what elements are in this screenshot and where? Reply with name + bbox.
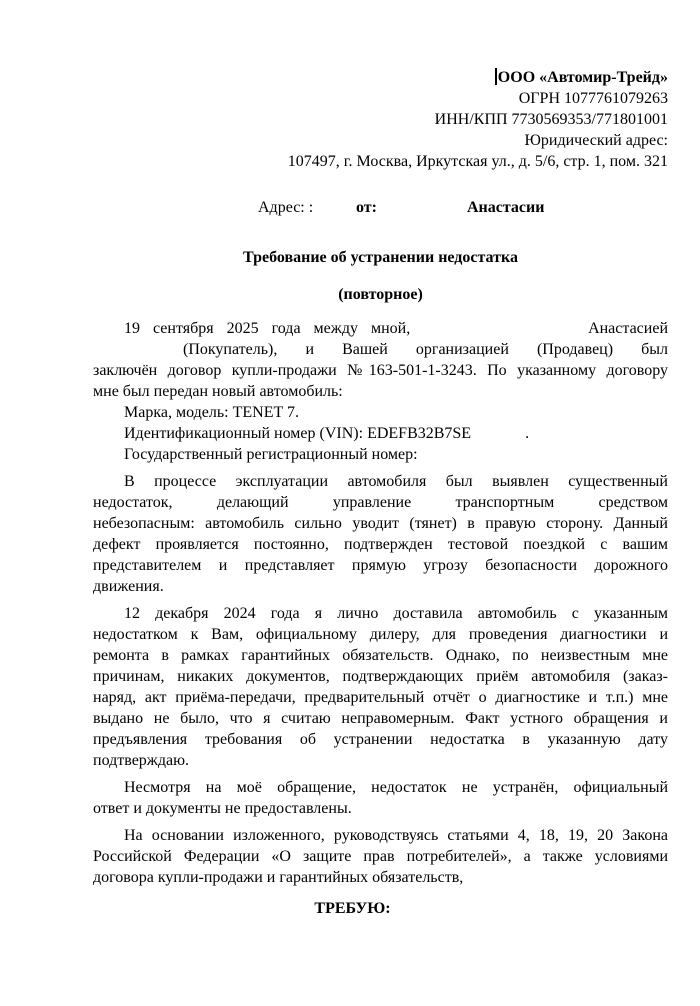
text-line: договора купли-продажи и гарантийных обязательств, bbox=[93, 869, 464, 886]
text-line bbox=[93, 423, 668, 444]
body-paragraph bbox=[93, 471, 668, 597]
text-line: Государственный регистрационный номер: bbox=[124, 446, 418, 463]
text-line: На основании изложенного, руководствуясь статьями 4, 18, 19, 20 Закона bbox=[124, 827, 668, 844]
inn-kpp-line: ИНН/КПП 7730569353/771801001 bbox=[434, 111, 668, 128]
text-cursor bbox=[495, 68, 497, 85]
document-body bbox=[93, 318, 668, 888]
text-line: недостаток, делающий управление транспортным средством bbox=[93, 494, 668, 511]
document-title: Требование об устранении недостатка bbox=[243, 249, 518, 266]
text-line: подтверждаю. bbox=[93, 752, 190, 769]
text-line: наряд, акт приёма-передачи, предварительный отчёт о диагностике и т.п.) мне bbox=[93, 689, 668, 706]
sender-address-line: Адрес: : bbox=[258, 199, 314, 216]
text-line: представителем и представляет прямую угрозу безопасности дорожного bbox=[93, 557, 668, 574]
body-paragraph bbox=[93, 777, 668, 819]
from-name: Анастасии bbox=[466, 199, 545, 216]
text-line bbox=[93, 318, 668, 339]
text-segment: Идентификационный номер (VIN): EDEFB32B7SE bbox=[124, 425, 472, 442]
company-name: ООО «Автомир-Трейд» bbox=[497, 69, 668, 86]
text-line: заключён договор купли-продажи №163-501-1-3243. По указанному договору bbox=[93, 362, 668, 379]
demand-heading: ТРЕБУЮ: bbox=[314, 900, 391, 917]
ogrn-line: ОГРН 1077761079263 bbox=[518, 90, 668, 107]
text-line: небезопасным: автомобиль сильно уводит (тянет) в правую сторону. Данный bbox=[93, 515, 668, 532]
document-subtitle: (повторное) bbox=[338, 286, 423, 303]
seller-details-block bbox=[93, 67, 668, 172]
text-line: (Покупатель), и Вашей организацией (Продавец) был bbox=[183, 341, 668, 358]
text-line: движения. bbox=[93, 578, 164, 595]
document-title-block bbox=[93, 247, 668, 305]
text-line: дефект проявляется постоянно, подтвержден тестовой поездкой с вашим bbox=[93, 536, 668, 553]
legal-address-label: Юридический адрес: bbox=[524, 132, 668, 149]
text-segment: . bbox=[525, 425, 530, 442]
text-line: Марка, модель: TENET 7. bbox=[124, 404, 299, 421]
text-line: Несмотря на моё обращение, недостаток не устранён, официальный bbox=[124, 779, 668, 796]
text-segment: 19 сентября 2025 года между мной, bbox=[124, 320, 411, 337]
text-line: ответ и документы не предоставлены. bbox=[93, 800, 352, 817]
company-name-line bbox=[93, 67, 668, 88]
text-line: ремонта в рамках гарантийных обязательств. Однако, по неизвестным мне bbox=[93, 647, 668, 664]
body-paragraph bbox=[93, 603, 668, 771]
text-line: недостатком к Вам, официальному дилеру, для проведения диагностики и bbox=[93, 626, 668, 643]
text-line: В процессе эксплуатации автомобиля был выявлен существенный bbox=[124, 473, 668, 490]
text-line: Российской Федерации «О защите прав потребителей», а также условиями bbox=[93, 848, 668, 865]
text-line: мне был передан новый автомобиль: bbox=[93, 383, 343, 400]
body-paragraph bbox=[93, 318, 668, 465]
legal-address: 107497, г. Москва, Иркутская ул., д. 5/6, стр. 1, пом. 321 bbox=[287, 153, 668, 170]
text-line: предъявления требования об устранении недостатка в указанную дату bbox=[93, 731, 668, 748]
text-line: причинам, никаких документов, подтверждающих приём автомобиля (заказ- bbox=[93, 668, 668, 685]
text-segment: Анастасией bbox=[588, 320, 668, 337]
text-line: выдано не было, что я считаю неправомерным. Факт устного обращения и bbox=[93, 710, 668, 727]
sender-block bbox=[93, 176, 668, 218]
from-label: от: bbox=[356, 199, 377, 216]
text-line: 12 декабря 2024 года я лично доставила автомобиль с указанным bbox=[124, 605, 668, 622]
body-paragraph bbox=[93, 825, 668, 888]
